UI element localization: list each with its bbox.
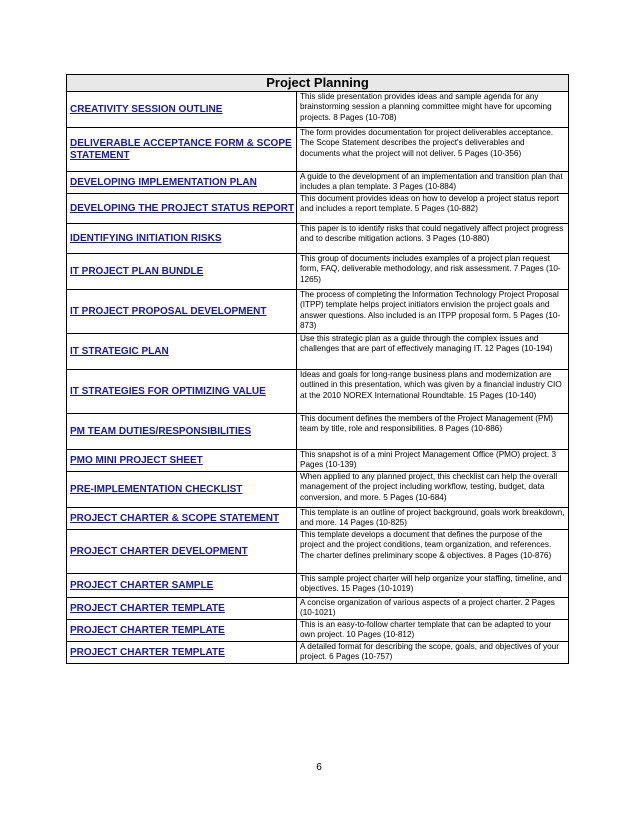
document-title-cell [67, 620, 297, 642]
document-title-cell [67, 290, 297, 334]
document-description: When applied to any planned project, this checklist can help the overall management of the project including workflow, testing, budget, data conversion, and more. 5 Pages (10-684) [297, 472, 569, 508]
document-title-cell [67, 450, 297, 472]
table-row [67, 172, 569, 194]
document-title-link[interactable]: PROJECT CHARTER & SCOPE STATEMENT [70, 512, 280, 524]
document-title-cell [67, 128, 297, 172]
document-title-link[interactable]: DEVELOPING THE PROJECT STATUS REPORT [70, 202, 295, 214]
table-row [67, 194, 569, 224]
document-title-cell [67, 530, 297, 574]
document-description: Ideas and goals for long-range business plans and modernization are outlined in this presentation, which was given by a financial industry CIO at the 2010 NOREX International Roundtable. 15 Pages (10-140) [297, 370, 569, 414]
table-row [67, 92, 569, 128]
document-title-link[interactable]: PRE-IMPLEMENTATION CHECKLIST [70, 483, 243, 495]
document-description: The form provides documentation for project deliverables acceptance. The Scope Statement describes the project's deliverables and documents what the project will not deliver. 5 Pages (10-356) [297, 128, 569, 172]
table-row [67, 472, 569, 508]
table-row [67, 642, 569, 664]
document-description: This document defines the members of the Project Management (PM) team by title, role and responsibilities. 8 Pages (10-886) [297, 414, 569, 450]
table-row [67, 334, 569, 370]
document-title-cell [67, 370, 297, 414]
document-description: This document provides ideas on how to develop a project status report and includes a report template. 5 Pages (10-882) [297, 194, 569, 224]
document-description: This sample project charter will help organize your staffing, timeline, and objectives. 15 Pages (10-1019) [297, 574, 569, 598]
table-row [67, 450, 569, 472]
document-description: A guide to the development of an implementation and transition plan that includes a plan template. 3 Pages (10-884) [297, 172, 569, 194]
document-description: This slide presentation provides ideas and sample agenda for any brainstorming session a planning committee might have for upcoming projects. 8 Pages (10-708) [297, 92, 569, 128]
document-description: This paper is to identify risks that could negatively affect project progress and to describe mitigation actions. 3 Pages (10-880) [297, 224, 569, 254]
page-number: 6 [316, 762, 322, 773]
document-title-cell [67, 334, 297, 370]
table-row [67, 290, 569, 334]
document-title-cell [67, 508, 297, 530]
document-title-link[interactable]: IT PROJECT PROPOSAL DEVELOPMENT [70, 305, 267, 317]
table-row [67, 224, 569, 254]
document-title-link[interactable]: PM TEAM DUTIES/RESPONSIBILITIES [70, 425, 252, 437]
document-title-cell [67, 224, 297, 254]
project-planning-table [66, 74, 569, 664]
document-title-link[interactable]: DELIVERABLE ACCEPTANCE FORM & SCOPE STATEMENT [70, 137, 292, 161]
document-description: This template develops a document that defines the purpose of the project and the project conditions, team organization, and references. The charter defines preliminary scope & objectives. 8 Pages (10-876) [297, 530, 569, 574]
document-description: This template is an outline of project background, goals work breakdown, and more. 14 Pages (10-825) [297, 508, 569, 530]
document-title-link[interactable]: IT STRATEGIC PLAN [70, 345, 169, 357]
table-row [67, 414, 569, 450]
table-row [67, 370, 569, 414]
document-title-link[interactable]: PROJECT CHARTER TEMPLATE [70, 646, 225, 658]
document-description: Use this strategic plan as a guide through the complex issues and challenges that are part of effectively managing IT. 12 Pages (10-194) [297, 334, 569, 370]
table-row [67, 128, 569, 172]
document-title-cell [67, 194, 297, 224]
document-title-link[interactable]: DEVELOPING IMPLEMENTATION PLAN [70, 176, 257, 188]
table-row [67, 574, 569, 598]
document-title-cell [67, 172, 297, 194]
document-title-link[interactable]: PROJECT CHARTER TEMPLATE [70, 602, 225, 614]
document-title-cell [67, 254, 297, 290]
document-title-cell [67, 92, 297, 128]
document-description: A detailed format for describing the scope, goals, and objectives of your project. 6 Pages (10-757) [297, 642, 569, 664]
document-title-link[interactable]: PROJECT CHARTER TEMPLATE [70, 624, 225, 636]
table-row [67, 254, 569, 290]
document-title-cell [67, 472, 297, 508]
document-description: A concise organization of various aspects of a project charter. 2 Pages (10-1021) [297, 598, 569, 620]
document-title-link[interactable]: PMO MINI PROJECT SHEET [70, 454, 203, 466]
document-title-link[interactable]: IT STRATEGIES FOR OPTIMIZING VALUE [70, 385, 266, 397]
document-title-cell [67, 574, 297, 598]
section-title: Project Planning [67, 75, 569, 92]
document-title-cell [67, 642, 297, 664]
document-title-link[interactable]: PROJECT CHARTER DEVELOPMENT [70, 545, 248, 557]
table-row [67, 620, 569, 642]
document-title-link[interactable]: CREATIVITY SESSION OUTLINE [70, 103, 223, 115]
table-row [67, 530, 569, 574]
document-description: This is an easy-to-follow charter template that can be adapted to your own project. 10 Pages (10-812) [297, 620, 569, 642]
document-description: This snapshot is of a mini Project Management Office (PMO) project. 3 Pages (10-139) [297, 450, 569, 472]
document-title-link[interactable]: PROJECT CHARTER SAMPLE [70, 579, 214, 591]
document-title-link[interactable]: IDENTIFYING INITIATION RISKS [70, 232, 222, 244]
document-title-cell [67, 598, 297, 620]
document-description: This group of documents includes examples of a project plan request form, FAQ, deliverable methodology, and risk assessment. 7 Pages (10-1265) [297, 254, 569, 290]
document-title-cell [67, 414, 297, 450]
document-title-link[interactable]: IT PROJECT PLAN BUNDLE [70, 265, 204, 277]
table-row [67, 598, 569, 620]
document-description: The process of completing the Information Technology Project Proposal (ITPP) template helps project initiators envision the project goals and answer questions. Also included is an ITPP proposal form. 5 Pages (10-873) [297, 290, 569, 334]
table-row [67, 508, 569, 530]
